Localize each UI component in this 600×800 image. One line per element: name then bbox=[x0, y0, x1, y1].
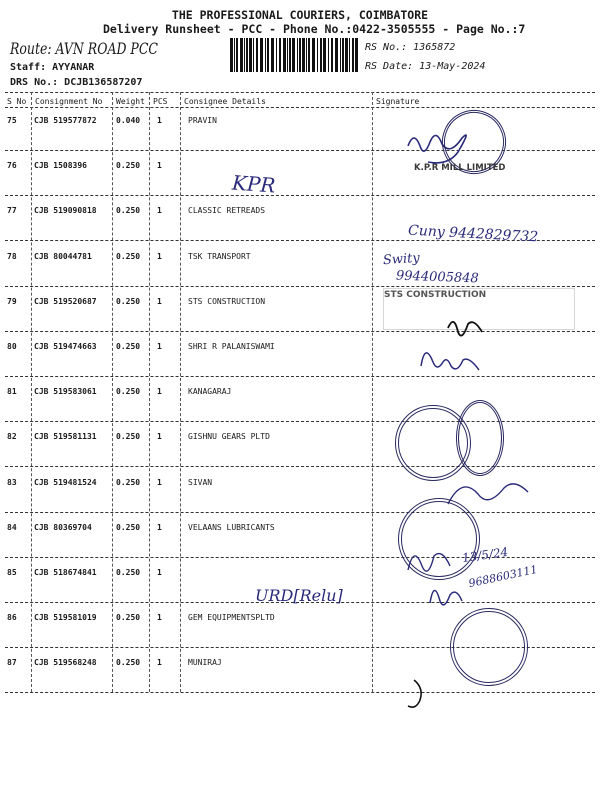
row-weight: 0.250 bbox=[116, 477, 141, 487]
row-sno: 75 bbox=[7, 116, 17, 125]
col-consignee: Consignee Details bbox=[184, 97, 266, 106]
route: Route: AVN ROAD PCC bbox=[10, 39, 158, 58]
drs-number: DRS No.: DCJB136587207 bbox=[10, 77, 143, 88]
row-pcs: 1 bbox=[157, 296, 162, 306]
row-consignment-no: CJB 80044781 bbox=[34, 251, 92, 261]
row-consignment-no: CJB 519474663 bbox=[34, 342, 97, 351]
row-consignee: CLASSIC RETREADS bbox=[188, 206, 266, 216]
row-sno: 83 bbox=[7, 477, 17, 487]
row-divider bbox=[5, 466, 595, 467]
stamp-gishnu-gears-2 bbox=[456, 400, 504, 476]
row-weight: 0.250 bbox=[116, 161, 141, 171]
row-consignee: VELAANS LUBRICANTS bbox=[188, 522, 275, 532]
row-divider bbox=[5, 376, 595, 377]
row-weight: 0.250 bbox=[116, 296, 141, 306]
row-consignee: SIVAN bbox=[188, 477, 213, 487]
stamp-gem-equipments bbox=[450, 608, 528, 686]
row-consignment-no: CJB 519577872 bbox=[34, 116, 97, 125]
row-pcs: 1 bbox=[157, 477, 162, 487]
row-divider bbox=[5, 195, 595, 196]
col-consignment: Consignment No bbox=[35, 97, 103, 106]
signature-row-80 bbox=[415, 340, 505, 380]
row-pcs: 1 bbox=[157, 432, 162, 442]
row-pcs: 1 bbox=[157, 206, 162, 216]
row-consignee: GISHNU GEARS PLTD bbox=[188, 432, 270, 442]
row-consignee: SHRI R PALANISWAMI bbox=[188, 342, 275, 351]
handwritten-phone-78: 9944005848 bbox=[395, 268, 479, 287]
row-divider bbox=[5, 286, 595, 287]
row-pcs: 1 bbox=[157, 342, 162, 351]
row-sno: 81 bbox=[7, 387, 17, 397]
row-consignment-no: CJB 519568248 bbox=[34, 658, 97, 668]
row-sno: 80 bbox=[7, 342, 17, 351]
row-sno: 78 bbox=[7, 251, 17, 261]
col-sno: S No bbox=[7, 97, 27, 106]
col-weight: Weight bbox=[116, 97, 145, 106]
row-consignee: KANAGARAJ bbox=[188, 387, 232, 397]
handwritten-urd: URD[Relu] bbox=[255, 586, 343, 605]
row-pcs: 1 bbox=[157, 568, 162, 577]
row-weight: 0.250 bbox=[116, 568, 141, 577]
row-consignment-no: CJB 519583061 bbox=[34, 387, 97, 397]
handwritten-phone-77: Cuny 9442829732 bbox=[407, 222, 539, 246]
row-sno: 79 bbox=[7, 296, 17, 306]
row-sno: 85 bbox=[7, 568, 17, 577]
row-consignee: GEM EQUIPMENTSPLTD bbox=[188, 613, 275, 623]
row-pcs: 1 bbox=[157, 658, 162, 668]
row-weight: 0.250 bbox=[116, 522, 141, 532]
row-divider bbox=[5, 692, 595, 693]
row-consignee: TSK TRANSPORT bbox=[188, 251, 251, 261]
row-consignee: PRAVIN bbox=[188, 116, 217, 125]
row-sno: 86 bbox=[7, 613, 17, 623]
row-sno: 76 bbox=[7, 161, 17, 171]
row-weight: 0.250 bbox=[116, 251, 141, 261]
handwritten-name-78: Swity bbox=[382, 250, 421, 269]
row-sno: 84 bbox=[7, 522, 17, 532]
staff: Staff: AYYANAR bbox=[10, 62, 95, 73]
row-divider bbox=[5, 421, 595, 422]
row-pcs: 1 bbox=[157, 161, 162, 171]
handwritten-date-84: 13/5/24 bbox=[461, 544, 510, 566]
row-consignment-no: CJB 1508396 bbox=[34, 161, 87, 171]
row-pcs: 1 bbox=[157, 613, 162, 623]
handwritten-kpr: KPR bbox=[231, 170, 277, 198]
row-pcs: 1 bbox=[157, 387, 162, 397]
col-pcs: PCS bbox=[153, 97, 168, 106]
row-sno: 77 bbox=[7, 206, 17, 216]
row-sno: 82 bbox=[7, 432, 17, 442]
header-rule-top bbox=[5, 92, 595, 93]
row-consignee: STS CONSTRUCTION bbox=[188, 296, 266, 306]
row-consignment-no: CJB 519520687 bbox=[34, 296, 97, 306]
row-weight: 0.250 bbox=[116, 342, 141, 351]
row-weight: 0.250 bbox=[116, 206, 141, 216]
row-consignment-no: CJB 519581019 bbox=[34, 613, 97, 623]
rs-date: RS Date: 13-May-2024 bbox=[365, 61, 486, 72]
row-weight: 0.250 bbox=[116, 432, 141, 442]
rs-number: RS No.: 1365872 bbox=[365, 42, 456, 53]
row-pcs: 1 bbox=[157, 522, 162, 532]
row-weight: 0.250 bbox=[116, 613, 141, 623]
ink-mark-87 bbox=[400, 676, 440, 716]
row-weight: 0.250 bbox=[116, 387, 141, 397]
stamp-sts: STS CONSTRUCTION bbox=[384, 290, 487, 300]
row-consignment-no: CJB 519090818 bbox=[34, 206, 97, 216]
col-signature: Signature bbox=[376, 97, 420, 106]
row-consignee: MUNIRAJ bbox=[188, 658, 222, 668]
company-name: THE PROFESSIONAL COURIERS, COIMBATORE bbox=[171, 8, 429, 22]
row-weight: 0.040 bbox=[116, 116, 141, 125]
row-consignment-no: CJB 519581131 bbox=[34, 432, 97, 442]
row-pcs: 1 bbox=[157, 116, 162, 125]
row-consignment-no: CJB 519481524 bbox=[34, 477, 97, 487]
row-consignment-no: CJB 80369704 bbox=[34, 522, 92, 532]
row-divider bbox=[5, 331, 595, 332]
stamp-kpr-mill: K.P.R MILL LIMITED bbox=[414, 163, 506, 173]
handwritten-phone-85: 9688603111 bbox=[467, 562, 539, 591]
row-consignment-no: CJB 518674841 bbox=[34, 568, 97, 577]
row-weight: 0.250 bbox=[116, 658, 141, 668]
signature-row-79 bbox=[440, 310, 500, 340]
row-pcs: 1 bbox=[157, 251, 162, 261]
runsheet-title: Delivery Runsheet - PCC - Phone No.:0422-3505555 - Page No.:7 bbox=[103, 22, 526, 36]
barcode bbox=[230, 38, 358, 72]
row-sno: 87 bbox=[7, 658, 17, 668]
